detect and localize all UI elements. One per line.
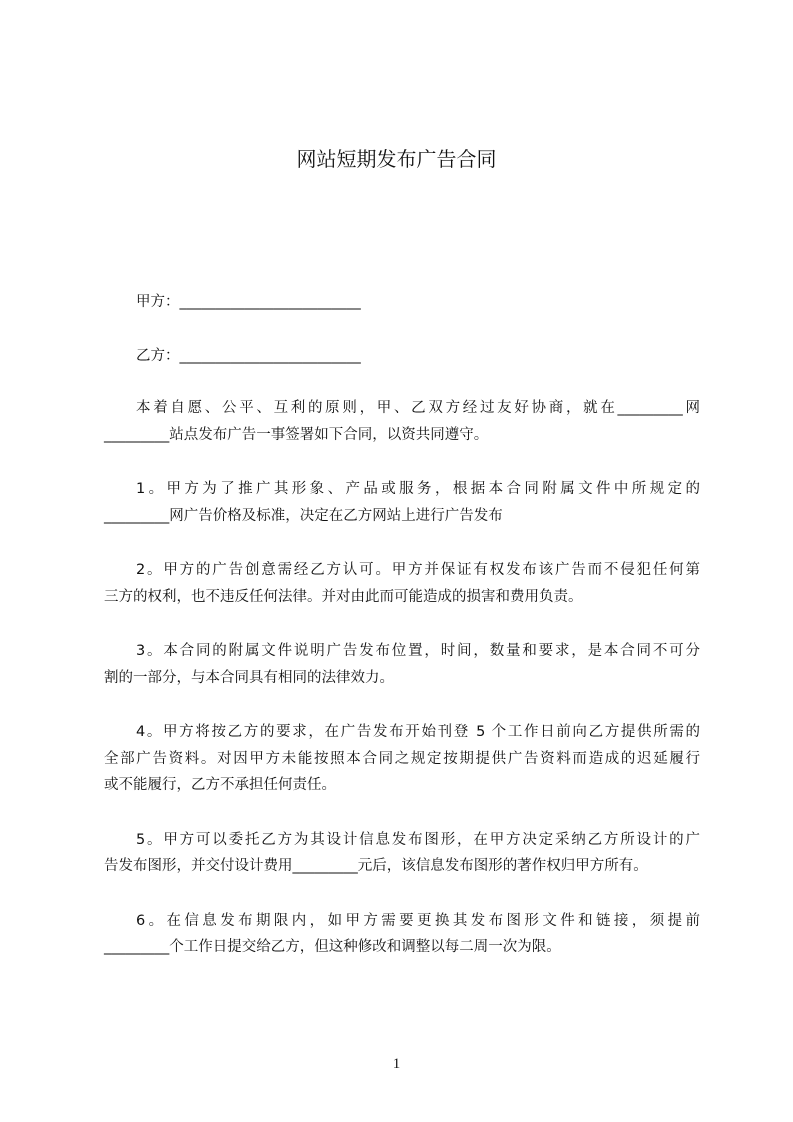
paragraph-line: 全部广告资料。对因甲方未能按照本合同之规定按期提供广告资料而造成的迟延履行 bbox=[104, 750, 700, 767]
preamble-paragraph bbox=[104, 395, 700, 448]
paragraph-line: 三方的权利，也不违反任何法律。并对由此而可能造成的损害和费用负责。 bbox=[104, 588, 583, 605]
document-title: 网站短期发布广告合同 bbox=[296, 147, 497, 171]
clause-2 bbox=[104, 557, 700, 610]
page-number: 1 bbox=[392, 1056, 401, 1072]
paragraph-line: 4。甲方将按乙方的要求，在广告发布开始刊登 5 个工作日前向乙方提供所需的 bbox=[136, 724, 700, 740]
paragraph-line: 本着自愿、公平、互利的原则，甲、乙双方经过友好协商，就在_________网 bbox=[136, 400, 700, 416]
paragraph-line: _________个工作日提交给乙方，但这种修改和调整以每二周一次为限。 bbox=[104, 939, 561, 955]
paragraph-line: 3。本合同的附属文件说明广告发布位置，时间，数量和要求，是本合同不可分 bbox=[136, 643, 700, 659]
paragraph-line: 2。甲方的广告创意需经乙方认可。甲方并保证有权发布该广告而不侵犯任何第 bbox=[136, 562, 700, 578]
paragraph-line: 割的一部分，与本合同具有相同的法律效力。 bbox=[104, 669, 394, 686]
party-a-field: 甲方：_________________________ bbox=[136, 294, 361, 310]
paragraph-line: _________网广告价格及标准，决定在乙方网站上进行广告发布 bbox=[104, 507, 503, 524]
clause-5 bbox=[104, 827, 700, 880]
paragraph-line: _________站点发布广告一事签署如下合同，以资共同遵守。 bbox=[104, 426, 489, 443]
paragraph-line: 告发布图形，并交付设计费用_________元后，该信息发布图形的著作权归甲方所有。 bbox=[104, 858, 648, 874]
paragraph-line: 1。甲方为了推广其形象、产品或服务，根据本合同附属文件中所规定的 bbox=[136, 481, 700, 497]
clause-4 bbox=[104, 719, 700, 799]
clause-6 bbox=[104, 908, 700, 961]
clause-3 bbox=[104, 638, 700, 691]
paragraph-line: 或不能履行，乙方不承担任何责任。 bbox=[104, 777, 336, 793]
contract-body bbox=[104, 395, 700, 989]
clause-1 bbox=[104, 476, 700, 529]
paragraph-line: 5。甲方可以委托乙方为其设计信息发布图形，在甲方决定采纳乙方所设计的广 bbox=[136, 831, 700, 848]
paragraph-line: 6。在信息发布期限内，如甲方需要更换其发布图形文件和链接，须提前 bbox=[136, 912, 700, 929]
party-b-field: 乙方：_________________________ bbox=[136, 348, 361, 364]
